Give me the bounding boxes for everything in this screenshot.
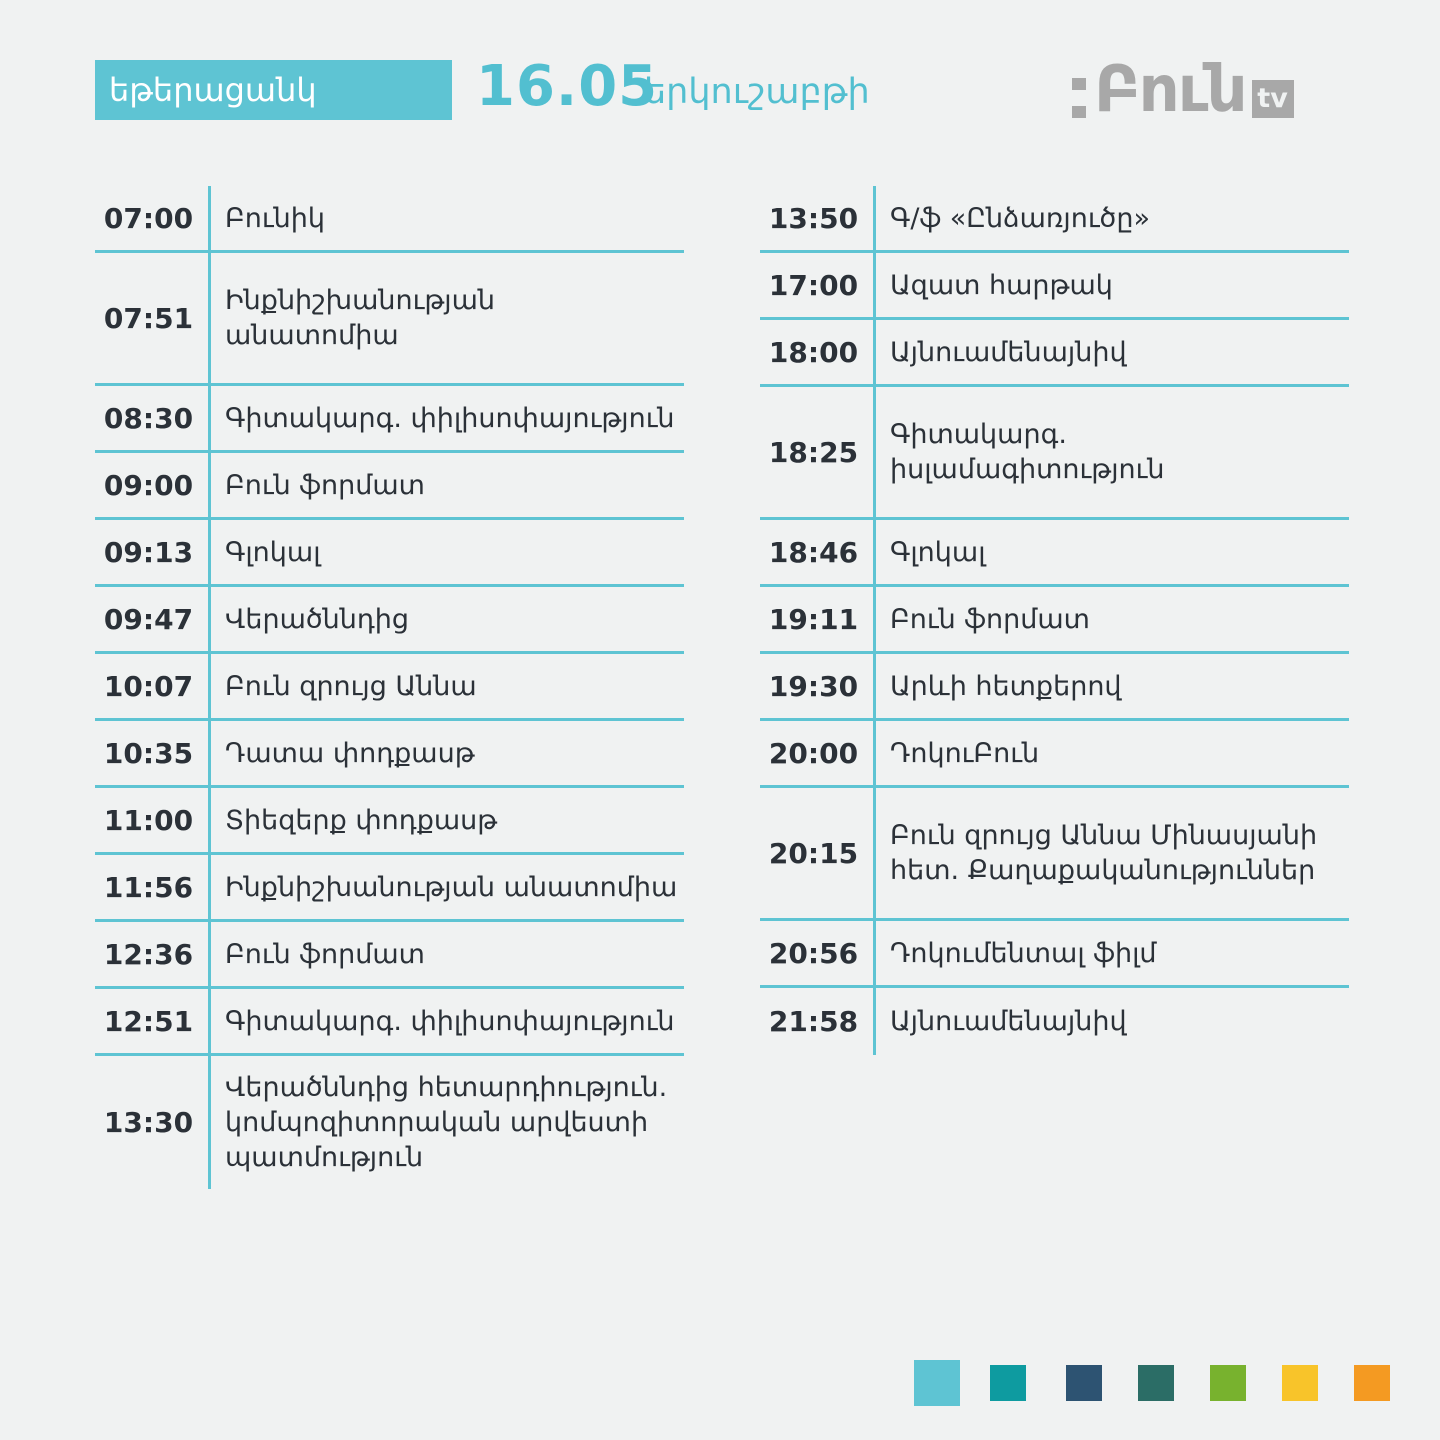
schedule-row — [760, 587, 1349, 654]
color-swatch-strip — [914, 1360, 1390, 1406]
program-title: Գիտակարգ. փիլիսոփայություն — [225, 402, 675, 434]
program-title: Տիեզերք փոդքասթ — [225, 804, 498, 836]
program-title: Գլոկալ — [890, 536, 986, 568]
logo-wordmark: Բուն — [1094, 53, 1246, 127]
schedule-row — [95, 1056, 684, 1189]
program-time: 19:11 — [760, 587, 876, 651]
program-time: 10:07 — [95, 654, 211, 718]
schedule-row — [95, 386, 684, 453]
channel-logo — [1072, 53, 1294, 127]
program-time: 09:47 — [95, 587, 211, 651]
program-title: Ինքնիշխանության անատոմիա — [225, 285, 496, 351]
schedule-row — [95, 989, 684, 1056]
program-title: Այնուամենայնիվ — [890, 1006, 1127, 1037]
schedule-row — [760, 654, 1349, 721]
program-title: Վերածննդից — [225, 603, 410, 635]
program-title: Բուն զրույց Աննա — [225, 670, 477, 702]
schedule-row — [760, 921, 1349, 988]
program-time: 13:50 — [760, 186, 876, 250]
program-time: 20:56 — [760, 921, 876, 985]
schedule-row — [95, 587, 684, 654]
program-title: Դատա փոդքասթ — [225, 737, 475, 769]
program-title: ԴոկուԲուն — [890, 737, 1040, 769]
program-time: 09:13 — [95, 520, 211, 584]
schedule-row — [760, 253, 1349, 320]
logo-tv-badge: tv — [1252, 80, 1294, 118]
program-title: Բուն ֆորմատ — [890, 603, 1090, 635]
program-title: Գիտակարգ. իսլամագիտություն — [890, 419, 1165, 485]
schedule-row — [95, 186, 684, 253]
schedule-label: եթերացանկ — [95, 60, 452, 120]
program-time: 12:36 — [95, 922, 211, 986]
schedule-row — [760, 520, 1349, 587]
schedule-row — [95, 520, 684, 587]
program-title: Բուն ֆորմատ — [225, 469, 425, 501]
schedule-row — [760, 788, 1349, 921]
schedule-row — [760, 320, 1349, 387]
program-time: 13:30 — [95, 1056, 211, 1189]
program-title: Դոկումենտալ ֆիլմ — [890, 937, 1157, 969]
program-time: 12:51 — [95, 989, 211, 1053]
program-title: Գ/ֆ «Ընձառյուծը» — [890, 202, 1150, 234]
color-swatch — [1282, 1365, 1318, 1401]
program-time: 11:00 — [95, 788, 211, 852]
schedule-row — [760, 387, 1349, 520]
program-time: 09:00 — [95, 453, 211, 517]
program-title: Գլոկալ — [225, 536, 321, 568]
schedule-row — [760, 186, 1349, 253]
program-title: Բուն ֆորմատ — [225, 938, 425, 970]
program-time: 08:30 — [95, 386, 211, 450]
schedule-row — [760, 721, 1349, 788]
schedule-column-right — [760, 186, 1349, 1055]
program-title: Գիտակարգ. փիլիսոփայություն — [225, 1005, 675, 1037]
program-time: 07:00 — [95, 186, 211, 250]
program-time: 18:46 — [760, 520, 876, 584]
schedule-weekday: երկուշաբթի — [644, 72, 870, 112]
schedule-row — [95, 922, 684, 989]
schedule-row — [95, 721, 684, 788]
color-swatch — [1210, 1365, 1246, 1401]
schedule-row — [760, 988, 1349, 1055]
program-title: Արևի հետքերով — [890, 670, 1122, 702]
color-swatch — [914, 1360, 960, 1406]
color-swatch — [1138, 1365, 1174, 1401]
program-time: 18:00 — [760, 320, 876, 384]
program-time: 17:00 — [760, 253, 876, 317]
schedule-row — [95, 453, 684, 520]
program-time: 20:15 — [760, 788, 876, 918]
schedule-row — [95, 855, 684, 922]
program-time: 21:58 — [760, 988, 876, 1055]
program-title: Ազատ հարթակ — [890, 269, 1113, 301]
schedule-column-left — [95, 186, 684, 1189]
logo-colon-mark — [1072, 78, 1086, 118]
program-title: Ինքնիշխանության անատոմիա — [225, 871, 678, 903]
schedule-row — [95, 654, 684, 721]
program-time: 20:00 — [760, 721, 876, 785]
program-time: 10:35 — [95, 721, 211, 785]
color-swatch — [1354, 1365, 1390, 1401]
program-time: 18:25 — [760, 387, 876, 517]
color-swatch — [990, 1365, 1026, 1401]
schedule-row — [95, 253, 684, 386]
schedule-row — [95, 788, 684, 855]
schedule-date: 16.05 — [476, 54, 659, 119]
program-title: Այնուամենայնիվ — [890, 336, 1127, 368]
program-time: 19:30 — [760, 654, 876, 718]
program-title: Բուն զրույց Աննա Մինասյանի հետ. Քաղաքականություններ — [890, 820, 1318, 886]
program-title: Բունիկ — [225, 202, 325, 234]
color-swatch — [1066, 1365, 1102, 1401]
program-title: Վերածննդից հետարդիություն. կոմպոզիտորական արվեստի պատմություն — [225, 1072, 668, 1173]
program-time: 07:51 — [95, 253, 211, 383]
program-time: 11:56 — [95, 855, 211, 919]
